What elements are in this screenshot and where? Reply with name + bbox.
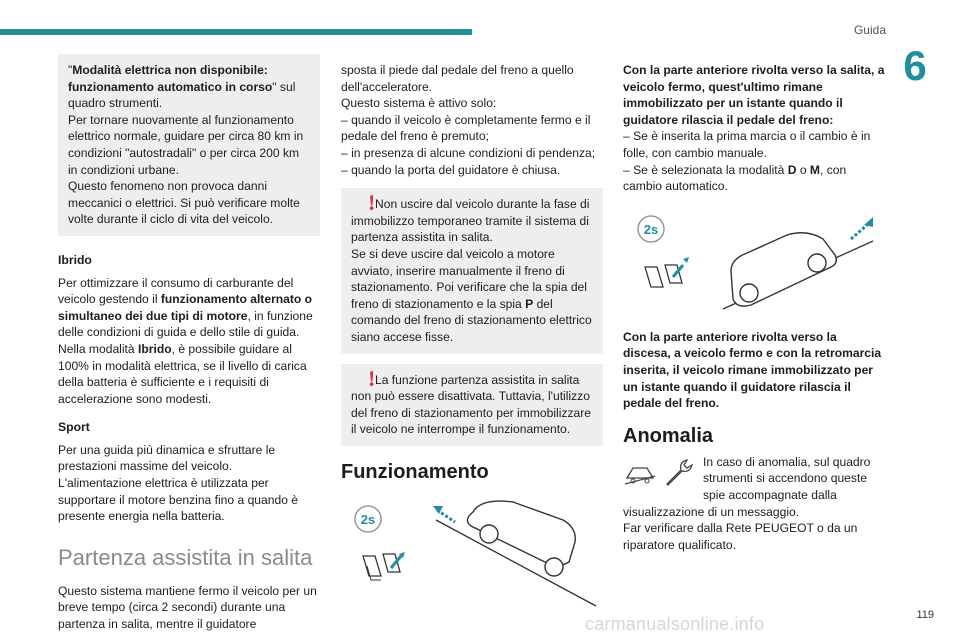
info-box-line: Per tornare nuovamente al funzionamento elettrico normale, guidare per circa 80 km in condizioni "autostradali" o per circa 200 km in condizioni urbane.: [68, 112, 304, 177]
chapter-number: 6: [903, 42, 927, 89]
list-item: – in presenza di alcune condizioni di pendenza;: [341, 145, 596, 160]
wrench-icon: [667, 460, 692, 485]
svg-text:2s: 2s: [360, 511, 376, 527]
column-2: [341, 62, 603, 611]
paragraph: In caso di anomalia, sul quadro strumenti si accendono queste spie accompagnate dalla visualizzazione di un messaggio.: [623, 454, 871, 519]
list-item: – quando il veicolo è completamente fermo e il pedale del freno è premuto;: [341, 112, 591, 144]
paragraph-bold: Con la parte anteriore rivolta verso la salita, a veicolo fermo, quest'ultimo rimane immobilizzato per un istante quando il guidatore rilascia il pedale del freno:: [623, 63, 885, 127]
watermark: carmanualsonline.info: [585, 614, 765, 634]
page-number: 119: [916, 609, 934, 621]
info-box-quote: "Modalità elettrica non disponibile: funzionamento automatico in corso" sul quadro strumenti.: [68, 63, 296, 111]
downhill-diagram: [623, 209, 885, 321]
heading-funzionamento: Funzionamento: [341, 460, 489, 483]
svg-text:2s: 2s: [643, 221, 659, 237]
subheading-sport: Sport: [58, 420, 90, 435]
paragraph: Questo sistema è attivo solo:: [341, 96, 497, 111]
paragraph-bold: Con la parte anteriore rivolta verso la discesa, a veicolo fermo e con la retromarcia inserita, il veicolo rimane immobilizzato per un istante quando il guidatore rilascia il pedale del freno.: [623, 329, 882, 411]
paragraph: L'alimentazione elettrica è utilizzata per supportare il motore benzina fino a quando è presente energia nella batteria.: [58, 476, 299, 524]
heading-partenza: Partenza assistita in salita: [58, 544, 313, 570]
header-accent-bar: [0, 29, 472, 35]
info-box-line: Questo fenomeno non provoca danni meccanici o elettrici. Si può verificare molte volte durante il ciclo di vita del veicolo.: [68, 179, 300, 227]
column-1: [58, 54, 320, 633]
car-slope-warning-icon: [625, 468, 655, 484]
warning-icon: !: [368, 365, 376, 391]
paragraph: Nella modalità Ibrido, è possibile guidare al 100% in modalità elettrica, se il livello di carica della batteria è sufficiente e i requisiti di accelerazione sono modesti.: [58, 341, 307, 406]
section-title: Guida: [853, 23, 886, 37]
warning-box: ! La funzione partenza assistita in salita non può essere disattivata. Tuttavia, l'utilizzo del freno di stazionamento per immobilizzare il veicolo ne interrompe il funzionamento.: [341, 364, 603, 446]
uphill-diagram: [341, 496, 603, 611]
paragraph: Per una guida più dinamica e sfruttare le prestazioni massime del veicolo.: [58, 442, 276, 474]
paragraph: Far verificare dalla Rete PEUGEOT o da un riparatore qualificato.: [623, 521, 858, 552]
column-3: [623, 62, 885, 553]
paragraph: sposta il piede dal pedale del freno a quello dell'acceleratore.: [341, 63, 574, 94]
list-item: – Se è inserita la prima marcia o il cambio è in folle, con cambio manuale.: [623, 129, 871, 160]
subheading-ibrido: Ibrido: [58, 252, 92, 267]
info-box: [58, 54, 320, 236]
warning-box: ! Non uscire dal veicolo durante la fase di immobilizzo temporaneo tramite il sistema di partenza assistita in salita. Se si deve uscire dal veicolo a motore avviato, inserire manualmente il freno di stazionamento. Poi verificare che la spia del freno di stazionamento e la spia P del comando del freno di stazionamento elettrico siano accese fisse.: [341, 188, 603, 353]
warning-icon: !: [368, 190, 376, 216]
list-item: – Se è selezionata la modalità D o M, con cambio automatico.: [623, 162, 847, 194]
uphill-car-illustration: [341, 496, 603, 611]
heading-anomalia: Anomalia: [623, 424, 714, 447]
list-item: – quando la porta del guidatore è chiusa.: [341, 162, 561, 177]
paragraph: Per ottimizzare il consumo di carburante del veicolo gestendo il funzionamento alternato o simultaneo dei due tipi di motore, in funzione delle condizioni di guida e dello stile di guida.: [58, 275, 313, 340]
paragraph: Questo sistema mantiene fermo il veicolo per un breve tempo (circa 2 secondi) durante una partenza in salita, mentre il guidatore: [58, 583, 317, 632]
warning-lamps: [623, 456, 697, 493]
downhill-car-illustration: [623, 209, 885, 321]
